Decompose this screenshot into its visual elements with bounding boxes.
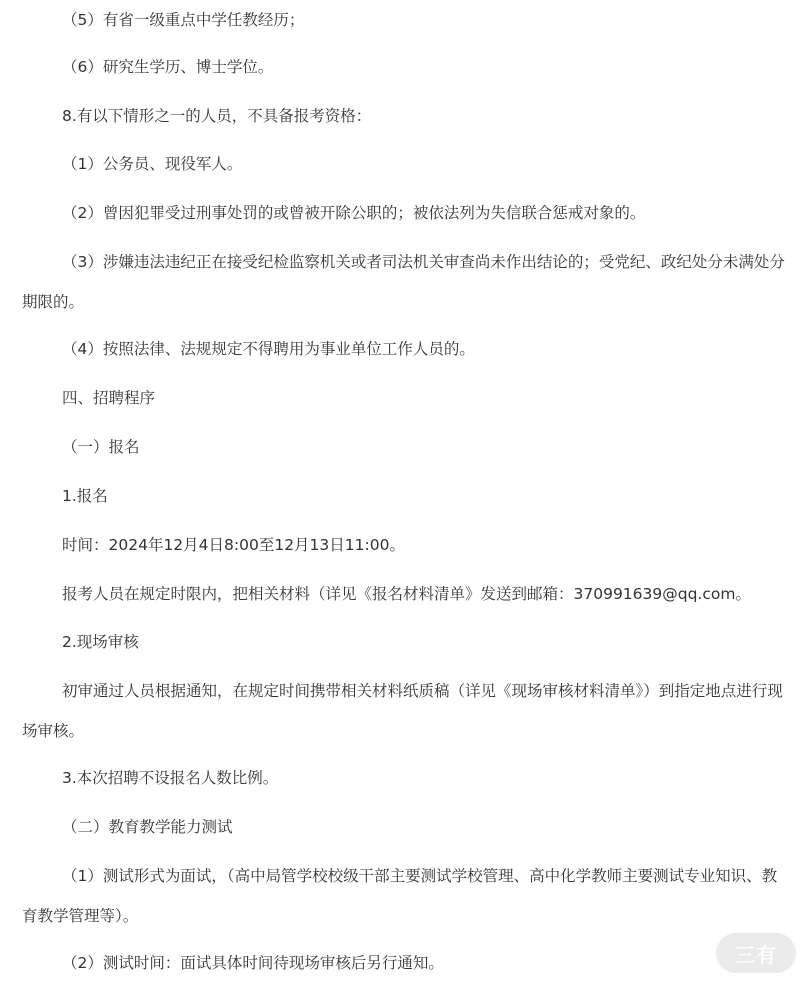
paragraph: （5）有省一级重点中学任教经历； [62,11,305,29]
paragraph: 初审通过人员根据通知，在规定时间携带相关材料纸质稿（详见《现场审核材料清单》）到指定地点进行现场审核。 [22,682,783,740]
paragraph: 3.本次招聘不设报名人数比例。 [62,769,279,787]
paragraph: 8.有以下情形之一的人员，不具备报考资格： [62,107,372,125]
paragraph: （3）涉嫌违法违纪正在接受纪检监察机关或者司法机关审查尚未作出结论的；受党纪、政纪处分未满处分期限的。 [22,253,785,311]
paragraph: （2）测试时间：面试具体时间待现场审核后另行通知。 [62,954,444,972]
paragraph: （2）曾因犯罪受过刑事处罚的或曾被开除公职的；被依法列为失信联合惩戒对象的。 [62,204,646,222]
paragraph: 时间：2024年12月4日8:00至12月13日11:00。 [62,536,405,554]
subsection-heading: （一）报名 [62,438,140,456]
subsection-heading: （二）教育教学能力测试 [62,818,233,836]
watermark-text: 三有 [735,942,777,967]
item-heading: 2.现场审核 [62,633,139,651]
paragraph: （1）测试形式为面试，（高中局管学校校级干部主要测试学校管理、高中化学教师主要测试专业知识、教育教学管理等）。 [22,867,778,925]
paragraph: （6）研究生学历、博士学位。 [62,58,274,76]
paragraph: （4）按照法律、法规规定不得聘用为事业单位工作人员的。 [62,340,475,358]
item-heading: 1.报名 [62,487,108,505]
watermark-logo [716,933,796,973]
paragraph: 报考人员在规定时限内，把相关材料（详见《报名材料清单》发送到邮箱：370991639@qq.com。 [62,585,751,603]
paragraph: （1）公务员、现役军人。 [62,155,243,173]
section-heading: 四、招聘程序 [62,389,156,407]
